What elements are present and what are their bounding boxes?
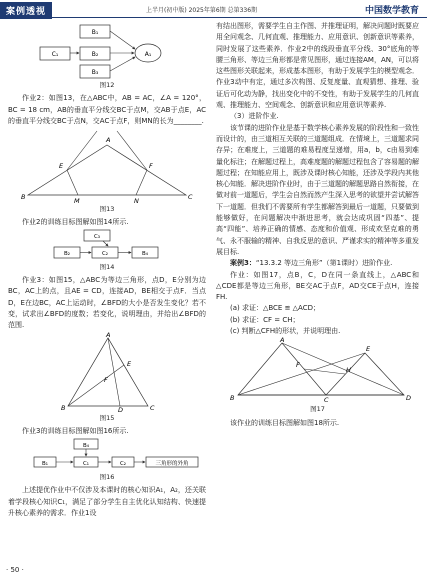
fig16-box-label: B₁ <box>42 461 48 468</box>
point-label: A <box>106 331 111 339</box>
exercise-2: 作业2：如图13，在△ABC中，AB = AC，∠A = 120°，BC = 18 cm，AB的垂直平分线交BC于点M，交AB于点E，AC的垂直平分线交BC于点N，交AC于点F，则MN的长为________. <box>8 94 206 125</box>
figure-caption: 图14 <box>99 262 115 271</box>
figure-16 <box>8 437 206 471</box>
question-b: (b) 求证：CF = CH； <box>230 315 300 324</box>
figure-15 <box>8 332 206 412</box>
exercise-3-note: 作业3的训练目标图解如图16所示. <box>22 426 129 435</box>
point-label: B <box>61 403 66 412</box>
figure-caption: 图13 <box>99 205 115 214</box>
point-label: N <box>134 197 139 204</box>
fig12-box-label: C₁ <box>51 51 59 58</box>
point-label: F <box>296 361 300 370</box>
section-tag: 案例透视 <box>0 2 52 19</box>
header-rule <box>0 17 427 18</box>
paragraph: 有结出图形，需要学生自主作图、并推理证明，解决问题时既要应用全问观念、几何直观、推理能力、应用意识、创新意识等素养，同时发展了这些素养．作业2中的线段垂直平分线、30°底角的等腰三角形、等边三角形都是常见图形，通过连接AM，AN，可以将这些图形关联起来，形成基本图形，有助于发展学生的模型观念．作业3动中有定，通过多次构图、反复度量、直观猜想、推理、验证后可化动为静，找出变化中的不变性，有助于发展学生的几何直观、推理能力、空间观念、创新意识和应用意识等素养. <box>216 22 419 110</box>
point-label: B <box>21 193 26 202</box>
exercise-text: 作业：如图17，点B，C，D在同一条直线上，△ABC和△CDE都是等边三角形，BE交AC于点F，AD交CE于点H，连接FH. <box>216 270 419 302</box>
fig16-box-label: 三角形的外角 <box>155 461 189 468</box>
fig14-box-label: C₃ <box>93 233 101 240</box>
question-c: (c) 判断△CFH的形状，并说明理由. <box>230 327 341 336</box>
subheading: （3）进阶作业. <box>230 112 279 121</box>
fig14-box-label: B₂ <box>64 250 70 257</box>
exercise-3: 作业3：如图15，△ABC为等边三角形，点D，E分别为边BC，AC上的点，且AE = CD，连接AD，BE相交于点F．当点D，E在边BC，AC上运动时，∠BFD的大小是否发生变化？若不变，试求出∠BFD的度数；若变化，说明理由，并给出∠BFD的范围. <box>8 276 206 330</box>
fig12-box-label: B₃ <box>91 69 99 76</box>
point-label: C <box>150 403 155 412</box>
case-heading <box>216 258 419 269</box>
figure-17-diagram <box>216 337 419 403</box>
point-label: F <box>149 162 153 171</box>
left-closing-paragraph: 上述提优作业中不仅涉及本课时的核心知识A₁，A₂，还关联着学段核心知识C₁，满足了部分学生自主优化认知结构、快速提升核心素养的需求．作业1设 <box>8 486 206 518</box>
figure-14 <box>8 229 206 261</box>
point-label: C <box>324 396 329 404</box>
figure-15-diagram <box>8 332 206 412</box>
figure-caption: 图12 <box>99 81 115 89</box>
paragraph: 该节课的进阶作业是基于数学核心素养发展的阶段性和一致性而设计的，由三道相互关联的三道题组成．在情境上，三道题求同存异；在难度上，三道题的难易程度呈递增，用a，b，c由易到难量化标注；在解题过程上，高难度题的解题过程包含了容易题的解题过程；在知能应用上，既涉及课时核心知能，还涉及学段内其他核心知能．解决进阶作业时，由于三道题的解题思路自然衔接，在做对前一道题后，学生会自然而然产生深入思考的欲望并尝试解答下一道题．但我们不需要所有学生都解答到最后一道题，只要做到能够做好，在问题解决中渐进思考，就会达成巩固“四基”、提高“四能”、培养正确的情感、态度和价值观、形成欢坚克难的勇气、永不服输的精神、自我反思的意识、严谨求实的精神等多重发展目标. <box>216 123 419 256</box>
point-label: E <box>366 345 371 354</box>
right-column <box>216 21 419 429</box>
figure-16-diagram <box>8 437 206 471</box>
point-label: E <box>59 162 64 171</box>
exercise-2-note: 作业2的训练目标图解如图14所示. <box>22 218 129 227</box>
figure-caption: 图15 <box>99 413 115 422</box>
issue-info: 上半月(初中版) 2025年第6期 总第336期 <box>146 7 258 14</box>
fig12-box-label: B₁ <box>91 29 99 36</box>
figure-12 <box>8 21 206 79</box>
figure-13-diagram <box>8 127 206 203</box>
question-a: (a) 求证：△BCE ≌ △ACD； <box>230 304 320 313</box>
figure-caption: 图17 <box>310 405 325 414</box>
fig14-box-label: B₄ <box>142 250 148 257</box>
point-label: E <box>127 359 132 368</box>
journal-title: 中国数学教育 <box>364 6 419 16</box>
fig12-node-label: A₁ <box>144 51 152 58</box>
figure-12-diagram <box>8 21 206 79</box>
fig14-box-label: C₂ <box>101 250 109 257</box>
point-label: H <box>346 366 351 375</box>
paragraph: 该作业的训练目标图解如图18所示. <box>230 418 340 427</box>
point-label: D <box>118 405 124 412</box>
fig16-box-label: C₁ <box>82 461 90 468</box>
point-label: A <box>280 337 285 345</box>
left-column <box>8 21 206 519</box>
figure-13 <box>8 127 206 203</box>
fig12-box-label: B₂ <box>91 51 99 58</box>
point-label: F <box>104 375 108 384</box>
page-number: · 50 · <box>6 566 24 574</box>
figure-caption: 图16 <box>99 473 115 482</box>
figure-14-diagram <box>8 229 206 261</box>
fig16-box-label: C₂ <box>119 461 127 468</box>
page-header <box>0 0 427 17</box>
point-label: B <box>230 394 235 403</box>
point-label: C <box>188 193 193 202</box>
case-title: “13.3.2 等边三角形”（第1课时）进阶作业. <box>255 259 393 268</box>
point-label: M <box>74 197 80 204</box>
point-label: D <box>406 394 412 403</box>
figure-17 <box>216 337 419 403</box>
fig16-box-label: B₄ <box>83 443 89 450</box>
point-label: A <box>106 136 111 145</box>
case-label: 案例3： <box>230 259 256 268</box>
